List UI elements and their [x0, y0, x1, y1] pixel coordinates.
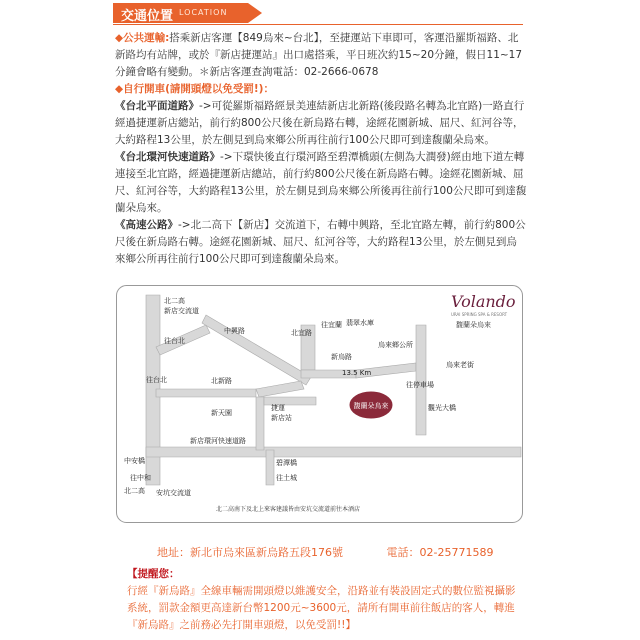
- header-title: 交通位置: [121, 9, 174, 24]
- map-label: 新店交流道: [164, 307, 199, 315]
- map-label: 北新路: [211, 377, 232, 385]
- map-label: 往土城: [276, 474, 297, 482]
- location-map: [116, 285, 523, 523]
- map-logo: Volando: [451, 292, 516, 311]
- self-drive: ◆自行開車(請開頭燈以免受罰!)：: [115, 83, 274, 95]
- map-label: 烏來老街: [446, 361, 474, 369]
- map-label: 捷運: [271, 404, 285, 412]
- map-label: 新店環河快速道路: [190, 437, 246, 445]
- map-label: 往中和: [130, 474, 151, 482]
- map-label: 往宜蘭: [321, 321, 342, 329]
- map-label: 往台北: [146, 376, 167, 384]
- phone-text: 電話：02-25771589: [386, 546, 494, 559]
- contact-line: [157, 544, 533, 560]
- address-text: 地址：新北市烏來區新烏路五段176號: [157, 546, 343, 559]
- map-label: 往台北: [164, 337, 185, 345]
- section-header: [113, 3, 523, 25]
- map-label: 安坑交流道: [156, 489, 191, 497]
- map-label: 觀光大橋: [428, 404, 456, 412]
- reminder-body: 行經『新烏路』全線車輛需開頭燈以維護安全，沿路並有裝設固定式的數位監視攝影系統，罰款金額更高達新台幣1200元~3600元，請所有開車前往飯店的客人，轉進『新烏路』之前務必先打開車頭燈，以免受罰!!】: [127, 585, 516, 631]
- route-freeway: 《高速公路》->北二高下【新店】交流道下，右轉中興路，至北宜路左轉，前行約800公尺後在新烏路右轉。途經花園新城、屈尺、紅河谷等，大約路程13公里，於左側見到烏來鄉公所再往前行100公尺即可到達馥蘭朵烏來。: [115, 219, 526, 265]
- directions-text: [115, 30, 527, 268]
- map-label: 往停車場: [406, 381, 434, 389]
- map-logo-sub: URAI SPRING SPA & RESORT: [451, 312, 508, 317]
- route-surface-road: 《台北平面道路》->可從羅斯福路經景美連結新店北新路(後段路名轉為北宜路)一路直行經過捷運新店總站，前行約800公尺後在新烏路右轉，途經花園新城、屈尺、紅河谷等，大約路程13公里，於左側見到烏來鄉公所再往前行100公尺即可到達馥蘭朵烏來。: [115, 100, 525, 146]
- map-caption: 北二高南下及北上來客建議皆由安坑交流道前往本酒店: [216, 506, 361, 513]
- map-label: 碧潭橋: [276, 459, 297, 467]
- header-subtitle: LOCATION: [179, 8, 228, 17]
- map-label: 新烏路: [331, 353, 352, 361]
- map-label: 13.5 Km: [342, 369, 372, 377]
- hotel-label: 馥蘭朵烏來: [353, 402, 389, 410]
- header-rule: [113, 24, 523, 25]
- route-expressway: 《台北環河快速道路》->下環快後直行環河路至碧潭橋頭(左側為大潤發)經由地下道左轉連接至北宜路，經過捷運新店總站，前行約800公尺後在新烏路右轉。途經花園新城、屈尺、紅河谷等，大約路程13公里，於左側見到烏來鄉公所後再往前行100公尺即可到達馥蘭朵烏來。: [115, 151, 527, 214]
- map-label: 新店站: [271, 414, 292, 422]
- map-label: 北二高: [124, 487, 145, 495]
- map-label: 北二高: [164, 297, 185, 305]
- public-transport: ◆公共運輸:搭乘新店客運【849烏來~台北】，至捷運站下車即可，客運沿羅斯福路、北新路均有站牌，或於『新店捷運站』出口處搭乘，平日班次約15~20分鐘，假日11~17分鐘會略有變動。＊新店客運查詢電話：02-2666-0678: [115, 32, 523, 78]
- map-label: 新天園: [211, 409, 232, 417]
- map-logo-cn: 馥蘭朵烏來: [456, 321, 491, 329]
- map-label: 中興路: [224, 327, 245, 335]
- reminder-title: 【提醒您：: [127, 568, 180, 580]
- reminder-note: [127, 566, 522, 634]
- map-label: 翡翠水庫: [346, 319, 374, 327]
- map-label: 中安橋: [124, 457, 145, 465]
- map-label: 北宜路: [291, 329, 312, 337]
- map-label: 烏來鄉公所: [378, 341, 413, 349]
